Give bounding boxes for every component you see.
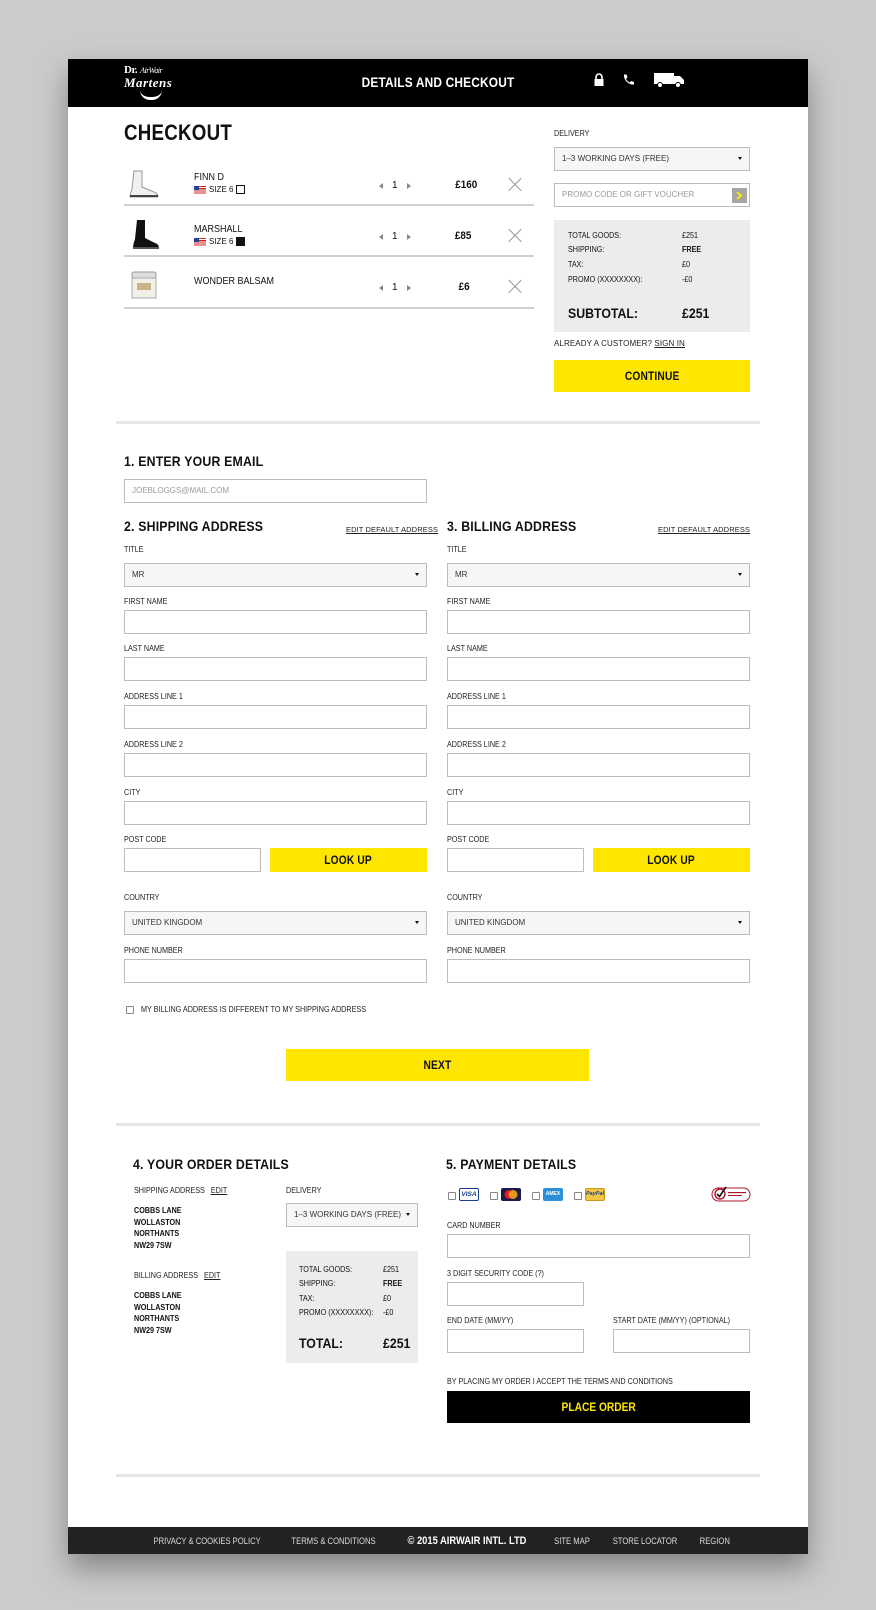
summary-value: £0: [383, 1294, 392, 1303]
payment-heading: 5. PAYMENT DETAILS: [446, 1156, 577, 1172]
verified-by-visa-icon: [711, 1185, 751, 1203]
summary-label: TAX:: [299, 1294, 315, 1303]
list-item: [124, 167, 534, 209]
visa-radio[interactable]: [448, 1192, 456, 1200]
region-link[interactable]: REGION: [699, 1535, 730, 1546]
decrease-icon[interactable]: [379, 234, 383, 240]
field-label: POST CODE: [447, 835, 490, 844]
shipping-title-select[interactable]: MR: [124, 563, 427, 587]
billing-postcode-input[interactable]: [447, 848, 584, 872]
email-heading: 1. ENTER YOUR EMAIL: [124, 453, 264, 469]
truck-icon[interactable]: [654, 72, 685, 88]
promo-code-input[interactable]: PROMO CODE OR GIFT VOUCHER: [554, 183, 750, 207]
field-label: ADDRESS LINE 1: [124, 692, 183, 701]
brand-logo[interactable]: Dr. AirWair Martens: [124, 64, 172, 89]
terms-link[interactable]: TERMS & CONDITIONS: [291, 1535, 376, 1546]
billing-title-select[interactable]: MR: [447, 563, 750, 587]
billing-phone-input[interactable]: [447, 959, 750, 983]
field-label: COUNTRY: [124, 893, 160, 902]
lock-icon: [593, 73, 605, 87]
site-header: [68, 59, 808, 107]
card-number-input[interactable]: [447, 1234, 750, 1258]
terms-text: BY PLACING MY ORDER I ACCEPT THE TERMS AND CONDITIONS: [447, 1377, 673, 1386]
mastercard-icon: [501, 1188, 521, 1201]
list-item: [124, 217, 534, 259]
quantity-stepper[interactable]: 1: [379, 231, 411, 242]
product-size: SIZE 6: [194, 237, 245, 246]
field-label: ADDRESS LINE 1: [447, 692, 506, 701]
increase-icon[interactable]: [407, 183, 411, 189]
product-name: MARSHALL: [194, 224, 243, 235]
billing-city-input[interactable]: [447, 801, 750, 825]
amex-radio[interactable]: [532, 1192, 540, 1200]
field-label: START DATE (MM/YY) (OPTIONAL): [613, 1316, 731, 1325]
apply-promo-button[interactable]: [732, 188, 747, 203]
copyright: © 2015 AIRWAIR INTL. LTD: [407, 1534, 527, 1547]
section-divider: [116, 421, 760, 424]
mastercard-radio[interactable]: [490, 1192, 498, 1200]
page-header-title: DETAILS AND CHECKOUT: [361, 74, 515, 90]
paypal-icon: PayPal: [585, 1188, 605, 1201]
chevron-down-icon: [406, 1213, 410, 1216]
already-customer: ALREADY A CUSTOMER? SIGN IN: [554, 339, 685, 348]
increase-icon[interactable]: [407, 285, 411, 291]
divider: [124, 204, 534, 206]
checkout-title: CHECKOUT: [124, 120, 233, 145]
billing-address-label: BILLING ADDRESS EDIT: [134, 1271, 221, 1280]
shipping-last-name-input[interactable]: [124, 657, 427, 681]
field-label: POST CODE: [124, 835, 167, 844]
summary-label: TAX:: [568, 260, 584, 269]
chevron-down-icon: [738, 573, 742, 576]
product-price: £6: [458, 281, 470, 293]
total-label: TOTAL:: [299, 1335, 344, 1351]
summary-label: TOTAL GOODS:: [299, 1265, 353, 1274]
amex-card-icon: AMEX: [543, 1188, 563, 1201]
billing-address1-input[interactable]: [447, 705, 750, 729]
end-date-input[interactable]: [447, 1329, 584, 1353]
field-label: LAST NAME: [447, 644, 488, 653]
chevron-down-icon: [415, 921, 419, 924]
next-button[interactable]: NEXT: [286, 1049, 589, 1081]
summary-label: SHIPPING:: [568, 245, 605, 254]
remove-item-icon[interactable]: [508, 280, 522, 294]
visa-card-icon: VISA: [459, 1188, 479, 1201]
checkout-page: [68, 59, 808, 1554]
divider: [124, 255, 534, 257]
decrease-icon[interactable]: [379, 183, 383, 189]
field-label: CARD NUMBER: [447, 1221, 501, 1230]
field-label: FIRST NAME: [124, 597, 168, 606]
privacy-link[interactable]: PRIVACY & COOKIES POLICY: [153, 1535, 261, 1546]
field-label: CITY: [124, 788, 141, 797]
edit-default-address-link[interactable]: EDIT DEFAULT ADDRESS: [658, 525, 751, 534]
section-divider: [116, 1474, 760, 1477]
sitemap-link[interactable]: SITE MAP: [553, 1535, 590, 1546]
wonder-balsam-image: [129, 269, 159, 301]
quantity-stepper[interactable]: 1: [379, 282, 411, 293]
product-price: £160: [455, 179, 478, 191]
list-item: [124, 268, 534, 310]
paypal-radio[interactable]: [574, 1192, 582, 1200]
shipping-postcode-input[interactable]: [124, 848, 261, 872]
field-label: PHONE NUMBER: [447, 946, 506, 955]
summary-value: -£0: [682, 275, 693, 284]
delivery-select[interactable]: 1–3 WORKING DAYS (FREE): [554, 147, 750, 171]
summary-value: £251: [682, 231, 699, 240]
field-label: 3 DIGIT SECURITY CODE (?): [447, 1269, 544, 1278]
shipping-address-label: SHIPPING ADDRESS EDIT: [134, 1186, 228, 1195]
sign-in-link[interactable]: SIGN IN: [654, 339, 685, 348]
edit-shipping-link[interactable]: EDIT: [210, 1186, 228, 1195]
field-label: FIRST NAME: [447, 597, 491, 606]
summary-value: £251: [383, 1265, 400, 1274]
subtotal-value: £251: [682, 305, 710, 321]
decrease-icon[interactable]: [379, 285, 383, 291]
quantity-stepper[interactable]: 1: [379, 180, 411, 191]
increase-icon[interactable]: [407, 234, 411, 240]
field-label: PHONE NUMBER: [124, 946, 183, 955]
email-input[interactable]: JOEBLOGGS@MAIL.COM: [124, 479, 427, 503]
billing-different-checkbox[interactable]: [126, 1006, 134, 1014]
summary-label: PROMO (XXXXXXXX):: [299, 1308, 374, 1317]
shipping-first-name-input[interactable]: [124, 610, 427, 634]
chevron-down-icon: [738, 921, 742, 924]
billing-heading: 3. BILLING ADDRESS: [447, 518, 577, 534]
chevron-down-icon: [738, 157, 742, 160]
edit-default-address-link[interactable]: EDIT DEFAULT ADDRESS: [346, 525, 439, 534]
store-locator-link[interactable]: STORE LOCATOR: [612, 1535, 678, 1546]
chevron-down-icon: [415, 573, 419, 576]
summary-value: FREE: [383, 1279, 403, 1288]
shipping-heading: 2. SHIPPING ADDRESS: [124, 518, 264, 534]
field-label: TITLE: [447, 545, 467, 554]
summary-value: -£0: [383, 1308, 394, 1317]
color-swatch: [236, 237, 245, 246]
boot-white-image: [126, 169, 160, 199]
shipping-address1-input[interactable]: [124, 705, 427, 729]
billing-different-label: MY BILLING ADDRESS IS DIFFERENT TO MY SHIPPING ADDRESS: [141, 1005, 366, 1014]
shipping-city-input[interactable]: [124, 801, 427, 825]
field-label: TITLE: [124, 545, 144, 554]
shipping-country-select[interactable]: UNITED KINGDOM: [124, 911, 427, 935]
arrow-right-icon: [732, 188, 747, 203]
product-name: FINN D: [194, 172, 225, 183]
product-price: £85: [454, 230, 472, 242]
remove-item-icon[interactable]: [508, 178, 522, 192]
shipping-lookup-button[interactable]: LOOK UP: [270, 848, 427, 872]
delivery-label: DELIVERY: [286, 1186, 322, 1195]
us-flag-icon: [194, 238, 206, 246]
order-delivery-select[interactable]: 1–3 WORKING DAYS (FREE): [286, 1203, 418, 1227]
continue-button[interactable]: CONTINUE: [554, 360, 750, 392]
summary-label: TOTAL GOODS:: [568, 231, 622, 240]
summary-value: FREE: [682, 245, 702, 254]
shipping-address-text: COBBS LANE WOLLASTON NORTHANTS NW29 7SW: [134, 1206, 182, 1250]
field-label: ADDRESS LINE 2: [447, 740, 506, 749]
product-size: SIZE 6: [194, 185, 245, 194]
total-value: £251: [383, 1335, 411, 1351]
summary-value: £0: [682, 260, 691, 269]
order-details-heading: 4. YOUR ORDER DETAILS: [133, 1156, 289, 1172]
delivery-label: DELIVERY: [554, 129, 590, 138]
shipping-phone-input[interactable]: [124, 959, 427, 983]
billing-address-text: COBBS LANE WOLLASTON NORTHANTS NW29 7SW: [134, 1291, 182, 1335]
field-label: CITY: [447, 788, 464, 797]
field-label: END DATE (MM/YY): [447, 1316, 514, 1325]
shipping-address2-input[interactable]: [124, 753, 427, 777]
billing-country-select[interactable]: UNITED KINGDOM: [447, 911, 750, 935]
section-divider: [116, 1123, 760, 1126]
security-code-input[interactable]: [447, 1282, 584, 1306]
summary-label: PROMO (XXXXXXXX):: [568, 275, 643, 284]
product-name: WONDER BALSAM: [194, 276, 275, 287]
edit-billing-link[interactable]: EDIT: [204, 1271, 221, 1280]
remove-item-icon[interactable]: [508, 229, 522, 243]
phone-icon[interactable]: [622, 73, 635, 87]
billing-first-name-input[interactable]: [447, 610, 750, 634]
boot-black-image: [128, 219, 162, 251]
field-label: ADDRESS LINE 2: [124, 740, 183, 749]
place-order-button[interactable]: PLACE ORDER: [447, 1391, 750, 1423]
us-flag-icon: [194, 186, 206, 194]
subtotal-label: SUBTOTAL:: [568, 305, 639, 321]
divider: [124, 307, 534, 309]
field-label: LAST NAME: [124, 644, 165, 653]
color-swatch: [236, 185, 245, 194]
start-date-input[interactable]: [613, 1329, 750, 1353]
billing-last-name-input[interactable]: [447, 657, 750, 681]
site-footer: [68, 1527, 808, 1554]
billing-address2-input[interactable]: [447, 753, 750, 777]
billing-lookup-button[interactable]: LOOK UP: [593, 848, 750, 872]
field-label: COUNTRY: [447, 893, 483, 902]
summary-label: SHIPPING:: [299, 1279, 336, 1288]
